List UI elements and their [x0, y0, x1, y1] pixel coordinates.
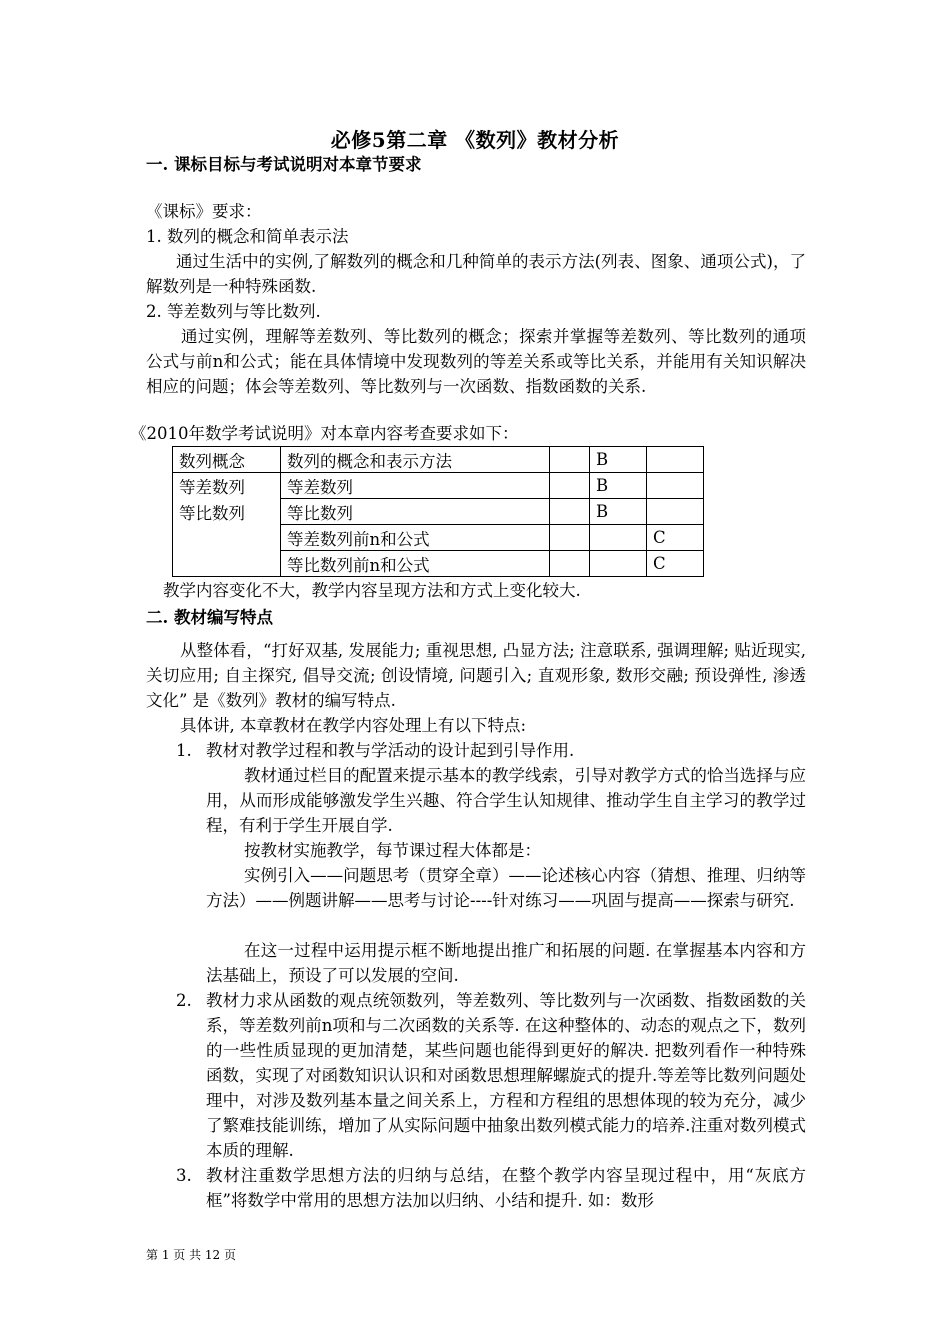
item1-text: 通过生活中的实例,了解数列的概念和几种简单的表示方法(列表、图象、通项公式)，了解数列是一种特殊函数.	[146, 252, 806, 296]
category-line: 等差数列	[179, 478, 245, 497]
section1-heading: 一. 课标目标与考试说明对本章节要求	[146, 155, 422, 174]
table-cell	[550, 499, 590, 525]
item2-text: 通过实例，理解等差数列、等比数列的概念；探索并掌握等差数列、等比数列的通项公式与前n和公式；能在具体情境中发现数列的等差关系或等比关系，并能用有关知识解决相应的问题；体会等差数列、等比数列与一次函数、指数函数的关系.	[146, 327, 806, 396]
item2-title: 2. 等差数列与等比数列.	[146, 302, 321, 321]
section1-summary: 教学内容变化不大，教学内容呈现方法和方式上变化较大.	[163, 581, 581, 600]
table-cell: 等差数列前n和公式	[281, 525, 550, 551]
point3-number: 3.	[176, 1166, 192, 1185]
table-cell: 等差数列	[281, 473, 550, 499]
table-cell: C	[647, 551, 704, 577]
point1-para3: 实例引入——问题思考（贯穿全章）——论述核心内容（猜想、推理、归纳等方法）——例题讲解——思考与讨论----针对练习——巩固与提高——探索与研究.	[206, 866, 806, 910]
exam-intro: 《2010年数学考试说明》对本章内容考查要求如下：	[130, 424, 519, 443]
point1-para2: 按教材实施教学，每节课过程大体都是：	[244, 841, 541, 860]
table-cell	[647, 499, 704, 525]
table-cell: 等比数列前n和公式	[281, 551, 550, 577]
section2-lead: 具体讲, 本章教材在教学内容处理上有以下特点:	[180, 716, 527, 735]
table-cell: C	[647, 525, 704, 551]
point2-text: 教材力求从函数的观点统领数列，等差数列、等比数列与一次函数、指数函数的关系，等差数列前n项和与二次函数的关系等. 在这种整体的、动态的观点之下，数列的一些性质显现的更加清楚，某些问题也能得到更好的解决. 把数列看作一种特殊函数，实现了对函数知识认识和对函数思想理解螺旋式的提升.等差等比数列问题处理中，对涉及数列基本量之间关系上，方程和方程组的思想体现的较为充分，减少了繁难技能训练，增加了从实际问题中抽象出数列模式能力的培养.注重对数列模式本质的理解.	[206, 991, 806, 1160]
section2-intro: 从整体看，“打好双基, 发展能力; 重视思想, 凸显方法; 注意联系, 强调理解; 贴近现实, 关切应用; 自主探究, 倡导交流; 创设情境, 问题引入; 直观形象, 数形交融; 预设弹性, 渗透文化” 是《数列》教材的编写特点.	[146, 641, 806, 710]
table-cell	[647, 473, 704, 499]
table-cell: 数列的概念和表示方法	[281, 447, 550, 473]
requirements-table	[172, 446, 704, 577]
category-line: 等比数列	[179, 504, 245, 523]
table-cell: 数列概念	[173, 447, 281, 473]
table-cell	[590, 551, 647, 577]
kebiao-label: 《课标》要求：	[146, 202, 262, 221]
table-cell: B	[590, 447, 647, 473]
table-row	[173, 473, 704, 499]
table-cell	[550, 525, 590, 551]
table-cell	[550, 551, 590, 577]
page-footer: 第 1 页 共 12 页	[146, 1248, 236, 1262]
table-cell: B	[590, 473, 647, 499]
point1-number: 1.	[176, 741, 192, 760]
point2-number: 2.	[176, 991, 192, 1010]
table-cell: 等比数列	[281, 499, 550, 525]
table-cell	[647, 447, 704, 473]
point1-para4: 在这一过程中运用提示框不断地提出推广和拓展的问题. 在掌握基本内容和方法基础上，预设了可以发展的空间.	[206, 941, 806, 985]
item1-title: 1. 数列的概念和简单表示法	[146, 227, 349, 246]
table-row	[173, 447, 704, 473]
table-cell	[550, 447, 590, 473]
table-cell: B	[590, 499, 647, 525]
point3-text: 教材注重数学思想方法的归纳与总结，在整个教学内容呈现过程中，用“灰底方框”将数学中常用的思想方法加以归纳、小结和提升. 如：数形	[206, 1166, 806, 1210]
section2-heading: 二. 教材编写特点	[146, 608, 273, 627]
table-cell	[590, 525, 647, 551]
document-title: 必修5第二章 《数列》教材分析	[330, 128, 620, 152]
point1-title: 教材对教学过程和教与学活动的设计起到引导作用.	[206, 741, 575, 760]
category-cell	[173, 473, 281, 577]
table-cell	[550, 473, 590, 499]
point1-para1: 教材通过栏目的配置来提示基本的教学线索，引导对教学方式的恰当选择与应用，从而形成能够激发学生兴趣、符合学生认知规律、推动学生自主学习的教学过程，有利于学生开展自学.	[206, 766, 806, 835]
